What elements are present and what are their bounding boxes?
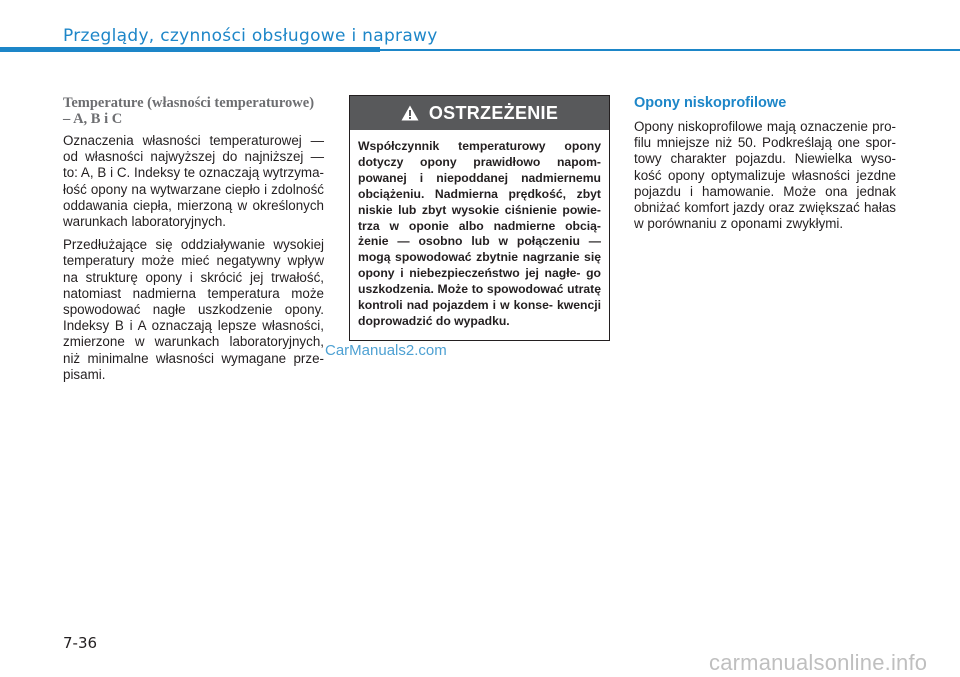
temperature-heading: Temperature (własności temperaturowe) – A, B i C	[63, 95, 315, 127]
warning-box	[349, 95, 610, 341]
temperature-paragraph-2: Przedłużające się oddziaływanie wysokiej temperatury może mieć negatywny wpływ na strukturę opony i skrócić jej trwałość, natomiast nadmierna temperatura może spowodować nagłe uszkodzenie opony. Indeksy B i A oznaczają lepsze własności, zmierzone w warunkach laboratoryjnych, niż minimalne własności wymagane prze- pisami.	[63, 237, 324, 382]
watermark-link[interactable]: CarManuals2.com	[325, 342, 447, 359]
left-column	[63, 95, 324, 390]
low-profile-heading: Opony niskoprofilowe	[634, 95, 787, 111]
warning-triangle-icon	[401, 105, 419, 121]
section-title: Przeglądy, czynności obsługowe i naprawy	[63, 26, 438, 46]
right-column	[634, 95, 896, 239]
warning-text: Współczynnik temperaturowy opony dotyczy opony prawidłowo napom- powanej i niepoddanej nadmiernemu obciążeniu. Nadmierna prędkość, zbyt niskie lub zbyt wysokie ciśnienie powie- trza w oponie albo nadmierne obcią- żenie — osobno lub w połączeniu — mogą spowodować zbytnie nagrzanie się opony i niebezpieczeństwo jej nagłe- go uszkodzenia. Może to spowodować utratę kontroli nad pojazdem i w konse- kwencji doprowadzić do wypadku.	[358, 139, 601, 328]
temperature-paragraph-1: Oznaczenia własności temperaturowej — od własności najwyższej do najniższej — to: A, B i C. Indeksy te oznaczają wytrzyma- łość opony na wytwarzane ciepło i zdolność oddawania ciepła, mierzoną w określonych warunkach laboratoryjnych.	[63, 133, 324, 230]
footer-watermark: carmanualsonline.info	[709, 650, 928, 675]
warning-header	[350, 96, 609, 130]
page-number: 7-36	[63, 634, 98, 652]
warning-title: OSTRZEŻENIE	[428, 102, 559, 123]
header-rule-accent	[0, 47, 380, 52]
low-profile-paragraph: Opony niskoprofilowe mają oznaczenie pro- filu mniejsze niż 50. Podkreślają one spor- towy charakter pojazdu. Niewielka wyso- kość opony optymalizuje własności jezdne pojazdu i hamowanie. Może ona jednak obniżać komfort jazdy oraz zwiększać hałas w porównaniu z oponami zwykłymi.	[634, 119, 896, 232]
